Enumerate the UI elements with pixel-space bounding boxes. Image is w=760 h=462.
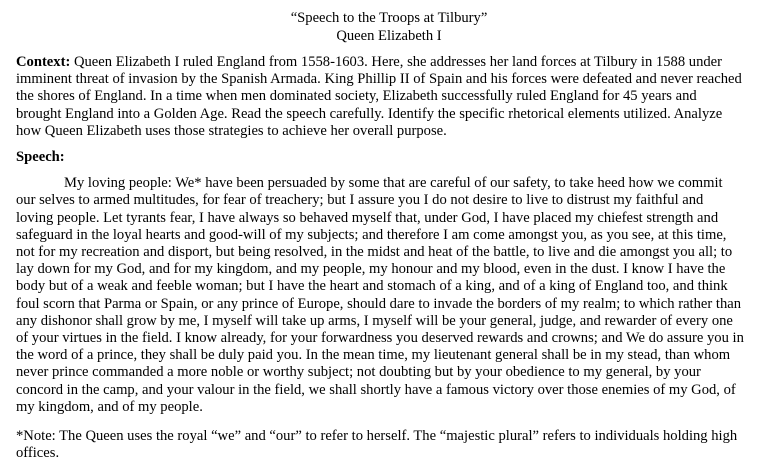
note-text: *Note: The Queen uses the royal “we” and “our” to refer to herself. The “majestic plural” refers to individuals holding high offices.	[16, 428, 738, 462]
speech-text: My loving people: We* have been persuaded by some that are careful of our safety, to take heed how we commit our selves to armed multitudes, for fear of treachery; but I assure you I do not desire to live to distrust my faithful and loving people. Let tyrants fear, I have always so behaved myself that, under God, I have placed my chiefest strength and safeguard in the loyal hearts and good-will of my subjects; and therefore I am come amongst you, as you see, at this time, not for my recreation and disport, but being resolved, in the midst and heat of the battle, to live and die amongst you all; to lay down for my God, and for my kingdom, and my people, my honour and my blood, even in the dust. I know I have the body but of a weak and feeble woman; but I have the heart and stomach of a king, and of a king of England too, and think foul scorn that Parma or Spain, or any prince of Europe, should dare to invade the borders of my realm; to which rather than any dishonor shall grow by me, I myself will take up arms, I myself will be your general, judge, and rewarder of every one of your virtues in the field. I know already, for your forwardness you deserved rewards and crowns; and We do assure you in the word of a prince, they shall be duly paid you. In the mean time, my lieutenant general shall be in my stead, than whom never prince commanded a more noble or worthy subject; not doubting but by your obedience to my general, by your concord in the camp, and your valour in the field, we shall shortly have a famous victory over those enemies of my God, of my kingdom, and of my people.	[16, 175, 744, 415]
context-label: Context:	[16, 54, 71, 70]
document-title: “Speech to the Troops at Tilbury”	[290, 10, 488, 26]
title-block	[34, 10, 744, 45]
context-paragraph	[16, 54, 744, 140]
speech-heading: Speech:	[16, 149, 65, 166]
document-author: Queen Elizabeth I	[336, 27, 442, 44]
context-text: Queen Elizabeth I ruled England from 1558-1603. Here, she addresses her land forces at Tilbury in 1588 under imminent threat of invasion by the Spanish Armada. King Phillip II of Spain and his forces were defeated and never reached the shores of England. In a time when men dominated society, Elizabeth successfully ruled England for 45 years and brought England into a Golden Age. Read the speech carefully. Identify the specific rhetorical elements utilized. Analyze how Queen Elizabeth uses those strategies to achieve her overall purpose.	[16, 54, 742, 139]
